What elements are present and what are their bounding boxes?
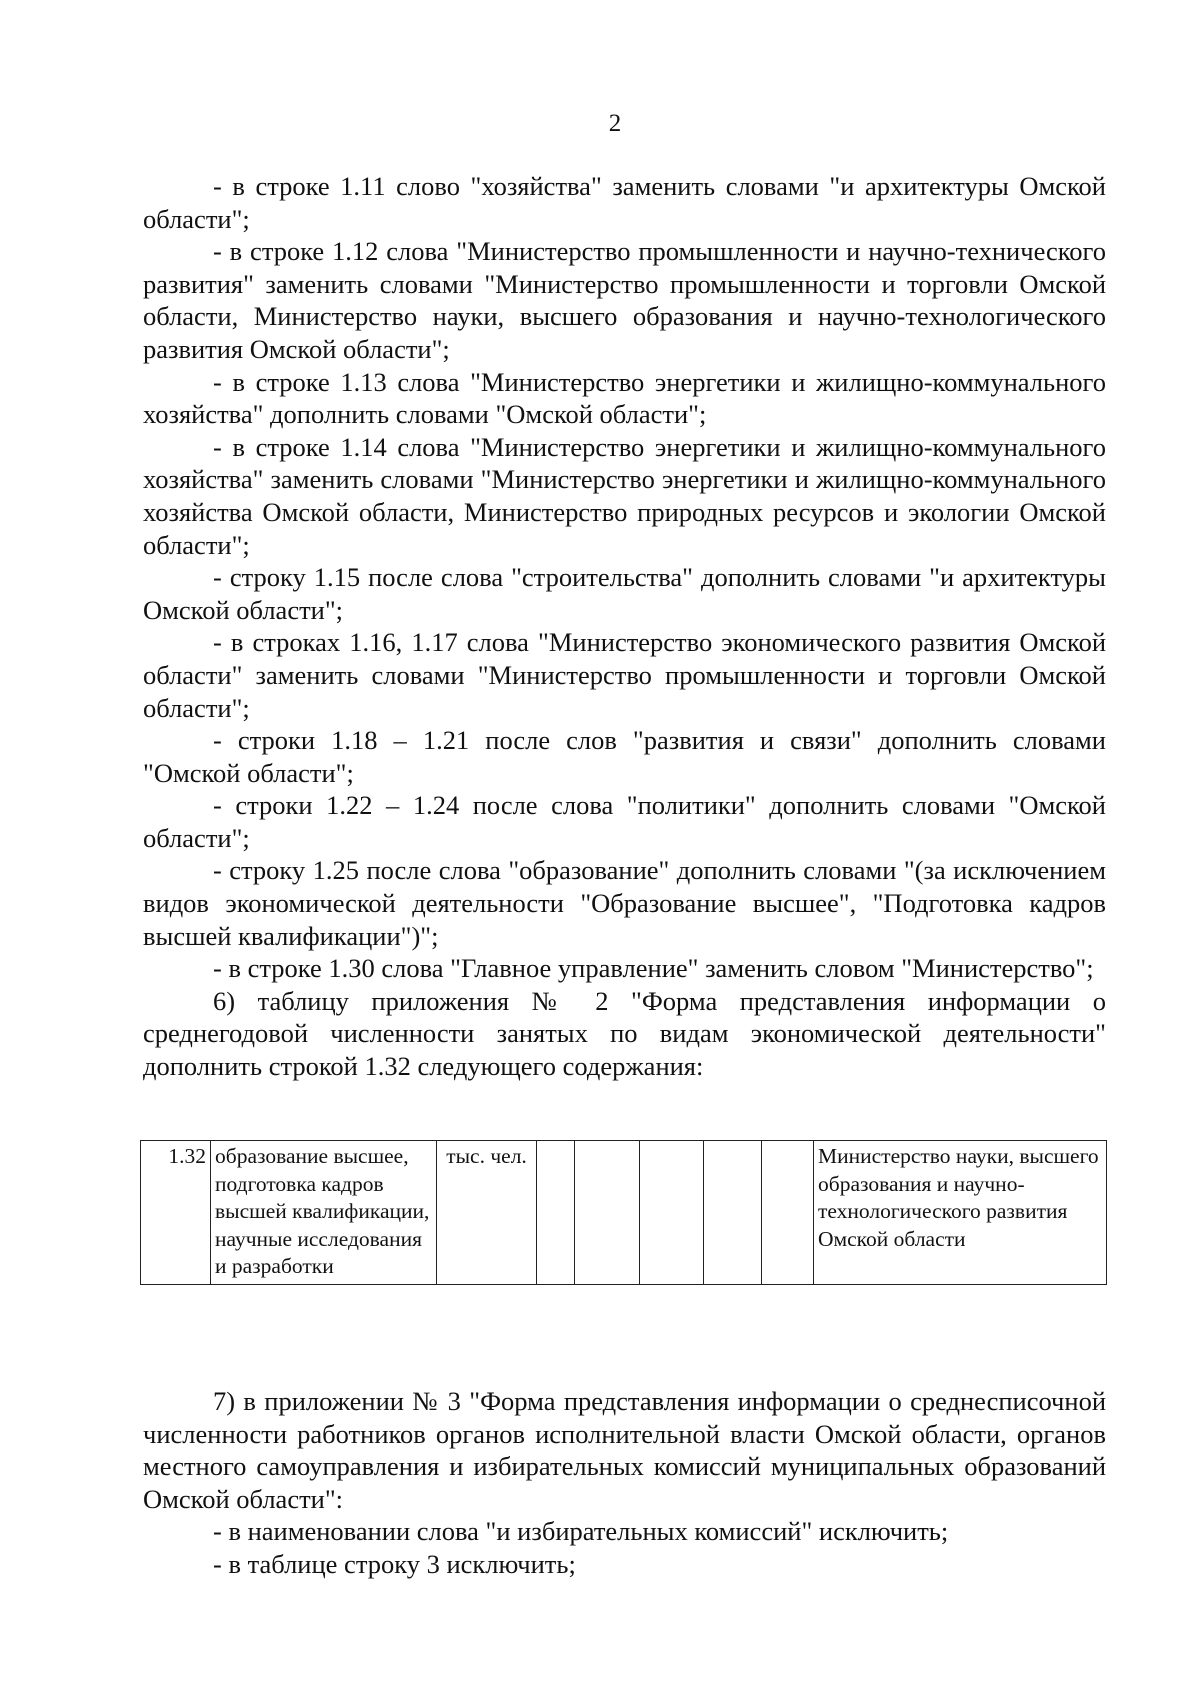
document-body (143, 170, 1106, 1083)
empty-cell (704, 1141, 762, 1285)
empty-cell (640, 1141, 704, 1285)
empty-cell (537, 1141, 575, 1285)
paragraph: 7) в приложении № 3 "Форма представления информации о среднесписочной численности работников органов исполнительной власти Омской области, органов местного самоуправления и избирательных комиссий муниципальных образований Омской области": (143, 1386, 1106, 1514)
responsible-authority-cell: Министерство науки, высшего образования и научно-технологического развития Омской области (814, 1141, 1107, 1285)
paragraph: - строки 1.18 – 1.21 после слов "развития и связи" дополнить словами "Омской области"; (143, 725, 1106, 788)
paragraph: - в строке 1.12 слова "Министерство промышленности и научно-технического развития" заменить словами "Министерство промышленности и торговли Омской области, Министерство науки, высшего образования и научно-технологического развития Омской области"; (143, 236, 1106, 364)
paragraph: - в строке 1.30 слова "Главное управление" заменить словом "Министерство"; (213, 953, 1094, 984)
paragraph: - в строке 1.14 слова "Министерство энергетики и жилищно-коммунального хозяйства" заменить словами "Министерство энергетики и жилищно-коммунального хозяйства Омской области, Министерство природных ресурсов и экологии Омской области"; (143, 431, 1106, 560)
empty-cell (762, 1141, 814, 1285)
paragraph: - в строках 1.16, 1.17 слова "Министерство экономического развития Омской области" заменить словами "Министерство промышленности и торговли Омской области"; (143, 627, 1106, 723)
paragraph: - в строке 1.13 слова "Министерство энергетики и жилищно-коммунального хозяйства" дополнить словами "Омской области"; (143, 366, 1106, 430)
unit-cell: тыс. чел. (437, 1141, 537, 1285)
row-number-cell: 1.32 (141, 1141, 211, 1285)
paragraph: - в наименовании слова "и избирательных комиссий" исключить; (213, 1516, 949, 1547)
paragraph: - строку 1.25 после слова "образование" дополнить словами "(за исключением видов экономической деятельности "Образование высшее", "Подготовка кадров высшей квалификации")"; (143, 855, 1106, 951)
page-number: 2 (608, 110, 622, 137)
table-row (141, 1141, 1107, 1285)
activity-cell: образование высшее, подготовка кадров высшей квалификации, научные исследования и разработки (211, 1141, 437, 1285)
amendment-table-wrapper (140, 1140, 1106, 1285)
amendment-table (140, 1140, 1107, 1285)
paragraph: - строку 1.15 после слова "строительства" дополнить словами "и архитектуры Омской области"; (143, 562, 1106, 625)
paragraph: - в таблице строку 3 исключить; (213, 1548, 576, 1579)
paragraph: - строки 1.22 – 1.24 после слова "политики" дополнить словами "Омской области"; (143, 790, 1106, 853)
paragraph: 6) таблицу приложения № 2 "Форма представления информации о среднегодовой численности занятых по видам экономической деятельности" дополнить строкой 1.32 следующего содержания: (143, 985, 1106, 1082)
paragraph: - в строке 1.11 слово "хозяйства" заменить словами "и архитектуры Омской области"; (143, 171, 1106, 234)
empty-cell (575, 1141, 640, 1285)
document-body-continued (143, 1385, 1106, 1581)
